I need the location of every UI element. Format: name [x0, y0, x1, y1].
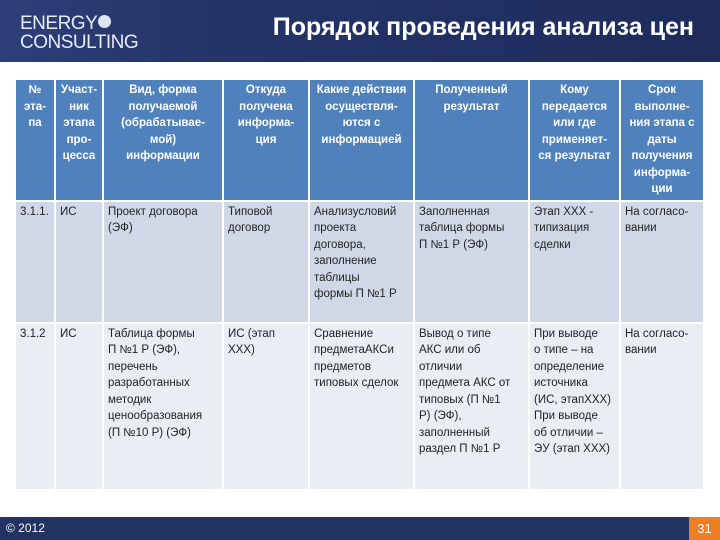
table-row [15, 323, 704, 490]
table-cell: Анализусловий проекта договора, заполнение таблицы формы П №1 Р [309, 201, 414, 323]
slide-title: Порядок проведения анализа цен [272, 13, 694, 41]
table-header-row [15, 79, 704, 201]
column-header: Кому передается или где применяет- ся результат [529, 79, 620, 201]
copyright-text: © 2012 [6, 521, 45, 535]
column-header: Какие действия осуществля- ются с информацией [309, 79, 414, 201]
table-cell: Заполненная таблица формы П №1 Р (ЭФ) [414, 201, 529, 323]
column-header: Участ- ник этапа про- цесса [55, 79, 103, 201]
page-number: 31 [689, 517, 720, 540]
logo-text-line2: CONSULTING [20, 32, 139, 53]
table-cell: На согласо- вании [620, 323, 704, 490]
table-cell: При выводе о типе – на определение источника (ИС, этапXXX) При выводе об отличии – ЭУ (этап XXX) [529, 323, 620, 490]
column-header: Откуда получена информа- ция [223, 79, 309, 201]
table-cell: Этап XXX - типизация сделки [529, 201, 620, 323]
table-cell: 3.1.2 [15, 323, 55, 490]
logo-text-line1: ENERGY [20, 13, 98, 34]
table-row [15, 201, 704, 323]
table-cell: Сравнение предметаАКСи предметов типовых сделок [309, 323, 414, 490]
column-header: Вид, форма получаемой (обрабатывае- мой) информации [103, 79, 223, 201]
table-cell: ИС [55, 323, 103, 490]
table-cell: ИС [55, 201, 103, 323]
footer-bar [0, 517, 720, 540]
table-cell: Таблица формы П №1 Р (ЭФ), перечень разработанных методик ценообразования (П №10 Р) (ЭФ) [103, 323, 223, 490]
globe-icon [98, 15, 111, 28]
table-cell: ИС (этап XXX) [223, 323, 309, 490]
column-header: № эта- па [15, 79, 55, 201]
table-cell: На согласо- вании [620, 201, 704, 323]
price-analysis-table [14, 78, 705, 491]
title-bar [0, 0, 720, 62]
table-cell: Проект договора (ЭФ) [103, 201, 223, 323]
table-cell: Вывод о типе АКС или об отличии предмета АКС от типовых (П №1 Р) (ЭФ), заполненный раздел П №1 Р [414, 323, 529, 490]
table-cell: 3.1.1. [15, 201, 55, 323]
company-logo [20, 14, 138, 52]
table-cell: Типовой договор [223, 201, 309, 323]
column-header: Срок выполне- ния этапа с даты получения информа- ции [620, 79, 704, 201]
column-header: Полученный результат [414, 79, 529, 201]
